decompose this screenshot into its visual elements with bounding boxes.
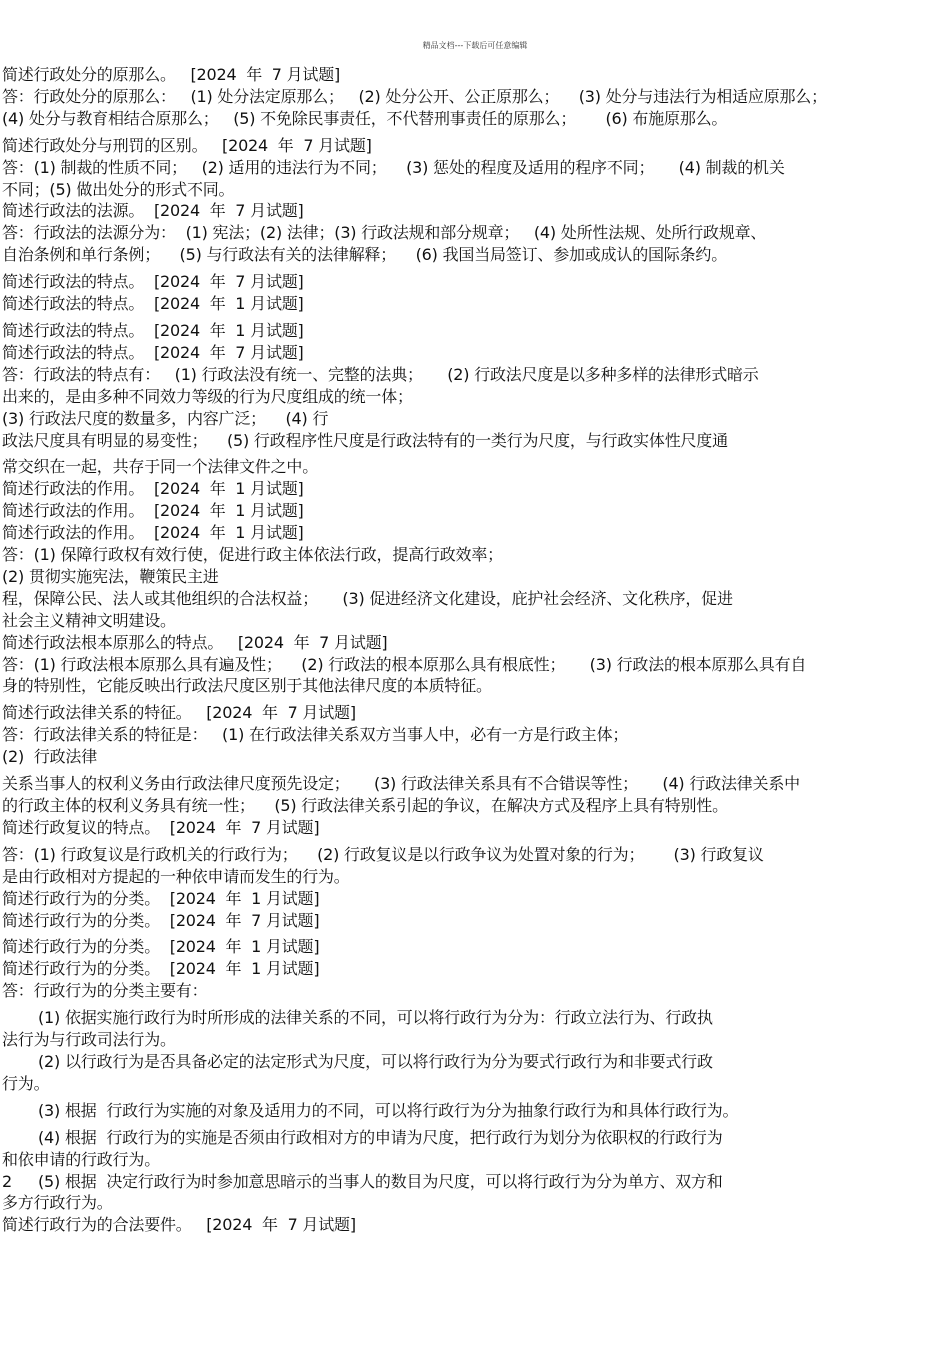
text-line: 简述行政法律关系的特征。 [2024 年 7 月试题] <box>2 703 356 723</box>
text-line: (4) 根据 行政行为的实施是否须由行政相对方的申请为尺度，把行政行为划分为依职权的行政行为 <box>38 1127 723 1147</box>
text-line: (3) 根据 行政行为实施的对象及适用力的不同，可以将行政行为分为抽象行政行为和具体行政行为。 <box>38 1100 739 1120</box>
text-line: 不同；(5) 做出处分的形式不同。 <box>2 179 235 199</box>
text-line: 简述行政法的特点。 [2024 年 7 月试题] <box>2 272 304 292</box>
text-line: (3) 行政法尺度的数量多，内容广泛； (4) 行 <box>2 408 329 428</box>
text-line: 简述行政行为的分类。 [2024 年 7 月试题] <box>2 910 320 930</box>
text-line: 答：(1) 行政法根本原那么具有遍及性； (2) 行政法的根本原那么具有根底性； (3) 行政法的根本原那么具有自 <box>2 654 807 674</box>
text-line: 简述行政行为的分类。 [2024 年 1 月试题] <box>2 888 320 908</box>
text-line: 简述行政法的特点。 [2024 年 1 月试题] <box>2 320 304 340</box>
text-line: (2) 行政法律 <box>2 747 98 767</box>
text-line: 是由行政相对方提起的一种依申请而发生的行为。 <box>2 866 350 886</box>
text-line: 简述行政法根本原那么的特点。 [2024 年 7 月试题] <box>2 632 388 652</box>
text-line: 简述行政法的特点。 [2024 年 1 月试题] <box>2 294 304 314</box>
text-line: 答：(1) 制裁的性质不同； (2) 适用的违法行为不同； (3) 惩处的程度及适用的程序不同； (4) 制裁的机关 <box>2 157 785 177</box>
text-line: 简述行政处分与刑罚的区别。 [2024 年 7 月试题] <box>2 135 372 155</box>
text-line: (1) 依据实施行政行为时所形成的法律关系的不同，可以将行政行为分为：行政立法行为、行政执 <box>38 1008 713 1028</box>
text-line: 答：行政法的特点有： (1) 行政法没有统一、完整的法典； (2) 行政法尺度是以多种多样的法律形式暗示 <box>2 364 759 384</box>
text-line: (2) 贯彻实施宪法，鞭策民主进 <box>2 566 219 586</box>
text-line: 政法尺度具有明显的易变性； (5) 行政程序性尺度是行政法特有的一类行为尺度，与行政实体性尺度通 <box>2 430 728 450</box>
text-line: 答：(1) 保障行政权有效行使，促进行政主体依法行政，提高行政效率； <box>2 545 503 565</box>
text-line: 简述行政法的法源。 [2024 年 7 月试题] <box>2 201 304 221</box>
text-line: 答：行政法律关系的特征是： (1) 在行政法律关系双方当事人中，必有一方是行政主体； <box>2 725 629 745</box>
text-line: 常交织在一起，共存于同一个法律文件之中。 <box>2 457 319 477</box>
text-line: 自治条例和单行条例； (5) 与行政法有关的法律解释； (6) 我国当局签订、参加或成认的国际条约。 <box>2 245 727 265</box>
page-header: 精品文档---下载后可任意编辑 <box>422 41 528 50</box>
text-line: 答：行政行为的分类主要有： <box>2 981 208 1001</box>
text-line: (2) 以行政行为是否具备必定的法定形式为尺度，可以将行政行为分为要式行政行为和非要式行政 <box>38 1051 713 1071</box>
text-line: 答：行政法的法源分为： (1) 宪法；(2) 法律；(3) 行政法规和部分规章； (4) 处所性法规、处所行政规章、 <box>2 223 767 243</box>
text-line: 身的特别性，它能反映出行政法尺度区别于其他法律尺度的本质特征。 <box>2 676 492 696</box>
text-line: 简述行政法的作用。 [2024 年 1 月试题] <box>2 523 304 543</box>
text-line: 简述行政法的作用。 [2024 年 1 月试题] <box>2 501 304 521</box>
text-line: 程，保障公民、法人或其他组织的合法权益； (3) 促进经济文化建设，庇护社会经济、文化秩序，促进 <box>2 588 733 608</box>
text-line: 简述行政行为的合法要件。 [2024 年 7 月试题] <box>2 1215 356 1235</box>
text-line: 法行为与行政司法行为。 <box>2 1030 176 1050</box>
text-line: 简述行政法的特点。 [2024 年 7 月试题] <box>2 342 304 362</box>
text-line: 多方行政行为。 <box>2 1193 113 1213</box>
text-line: 关系当事人的权利义务由行政法律尺度预先设定； (3) 行政法律关系具有不合错误等性； (4) 行政法律关系中 <box>2 774 800 794</box>
text-line: 的行政主体的权利义务具有统一性； (5) 行政法律关系引起的争议，在解决方式及程序上具有特别性。 <box>2 796 728 815</box>
text-line: 社会主义精神文明建设。 <box>2 610 176 630</box>
document-body <box>2 64 942 1236</box>
text-line: 答：(1) 行政复议是行政机关的行政行为； (2) 行政复议是以行政争议为处置对象的行为； (3) 行政复议 <box>2 844 764 864</box>
text-line: 和依申请的行政行为。 <box>2 1149 161 1169</box>
text-line: (4) 处分与教育相结合原那么； (5) 不免除民事责任，不代替刑事责任的原那么； (6) 布施原那么。 <box>2 108 728 128</box>
text-line: 行为。 <box>2 1073 50 1093</box>
text-line: 答：行政处分的原那么： (1) 处分法定原那么； (2) 处分公开、公正原那么； (3) 处分与违法行为相适应原那么； <box>2 86 827 106</box>
text-line: 出来的，是由多种不同效力等级的行为尺度组成的统一体； <box>2 386 413 406</box>
page-number: 2 <box>2 1172 13 1191</box>
text-line: 简述行政复议的特点。 [2024 年 7 月试题] <box>2 817 320 837</box>
text-line: 简述行政行为的分类。 [2024 年 1 月试题] <box>2 959 320 979</box>
text-line: 简述行政处分的原那么。 [2024 年 7 月试题] <box>2 65 341 84</box>
text-line: 简述行政法的作用。 [2024 年 1 月试题] <box>2 479 304 499</box>
text-line: (5) 根据 决定行政行为时参加意思暗示的当事人的数目为尺度，可以将行政行为分为单方、双方和 <box>38 1171 723 1191</box>
text-line: 简述行政行为的分类。 [2024 年 1 月试题] <box>2 937 320 957</box>
